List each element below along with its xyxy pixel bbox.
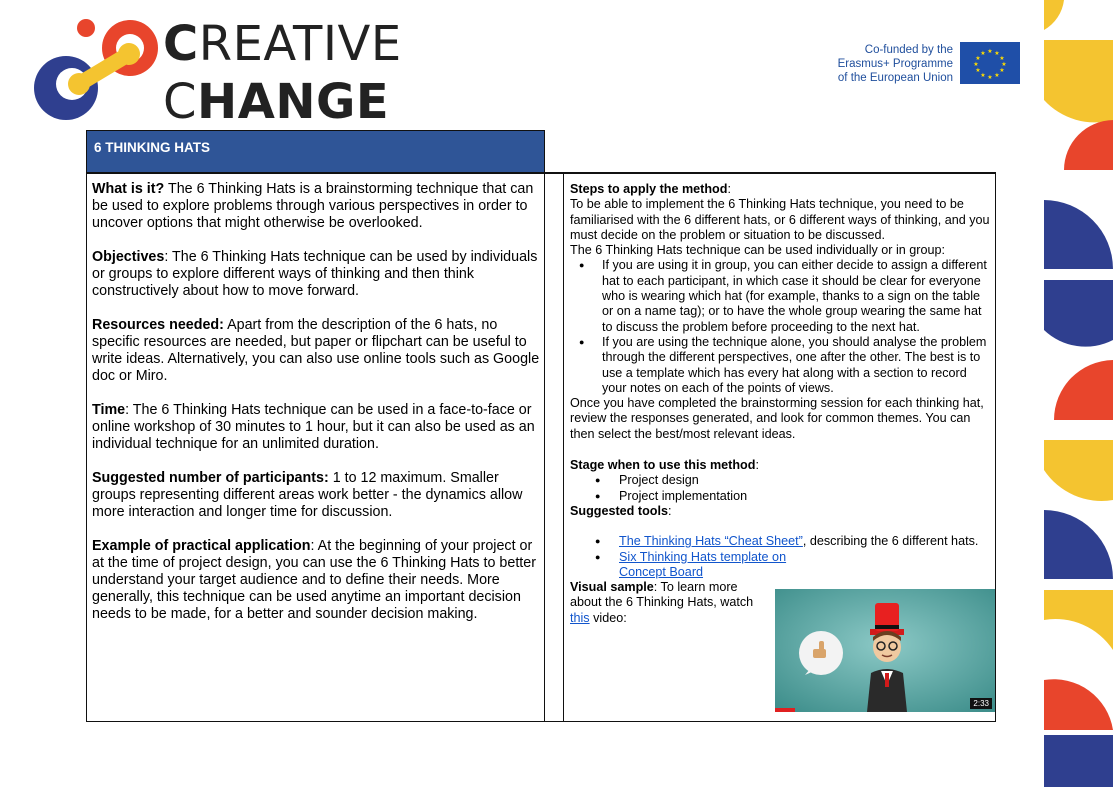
svg-text:★: ★ [994,72,1000,79]
list-item: ● Project implementation [570,489,990,504]
logo-text-creative: CREATIVE [163,16,402,72]
right-column [570,182,990,626]
svg-text:★: ★ [975,55,981,62]
steps-outro: Once you have completed the brainstorming session for each thinking hat, review the responses generated, and look for common themes. You can then select the best/most relevant ideas. [570,396,984,441]
section-title: 6 THINKING HATS [94,140,211,155]
resources-paragraph: Resources needed: Apart from the description of the 6 hats, no specific resources are needed, but paper or flipchart can be useful to write ideas. Alternatively, you can also use online tools such as Google doc or Miro. [92,317,540,384]
tools-heading: Suggested tools: [570,503,672,518]
svg-text:★: ★ [987,74,993,81]
stage-heading: Stage when to use this method: [570,458,759,473]
participants-paragraph: Suggested number of participants: 1 to 12 maximum. Smaller groups representing different areas work better - the dynamics allow more interaction and longer time for discussion. [92,470,523,520]
video-thumbnail[interactable] [775,589,995,712]
steps-list [570,258,990,396]
what-is-it-paragraph: What is it? The 6 Thinking Hats is a brainstorming technique that can be used to explore problems through various perspectives in order to uncover options that might otherwise be overlooked. [92,181,534,231]
section-title-bar [86,130,545,173]
list-item [570,550,990,581]
svg-text:★: ★ [999,55,1005,62]
stage-list [570,473,990,504]
steps-intro-2: The 6 Thinking Hats technique can be used individually or in group: [570,243,946,258]
visual-sample-paragraph: Visual sample: To learn more about the 6 Thinking Hats, watch this video: [570,580,754,625]
time-paragraph: Time: The 6 Thinking Hats technique can be used in a face-to-face or online workshop of 30 minutes to 1 hour, but it can also be used as an individual technique for an unlimited duration. [92,402,535,452]
title-row-spacer [545,130,996,173]
left-column [92,181,542,640]
svg-text:★: ★ [994,50,1000,57]
list-item: ● If you are using the technique alone, you should analyse the problem through the different perspectives, one after the other. The best is to use a template which has every hat along with a section to record your notes on each of the points of views. [570,335,990,396]
list-item: ● Project design [570,473,990,488]
svg-text:★: ★ [980,50,986,57]
svg-text:★: ★ [973,61,979,68]
svg-text:★: ★ [975,67,981,74]
svg-text:★: ★ [987,48,993,55]
svg-text:★: ★ [999,67,1005,74]
eu-cofunded-text: Co-funded by the Erasmus+ Programme of the European Union [837,44,953,84]
logo-text-change: CHANGE [163,74,390,130]
video-link[interactable]: this [570,610,590,625]
video-duration: 2:33 [970,698,992,709]
svg-text:★: ★ [980,72,986,79]
list-item: ● If you are using it in group, you can either decide to assign a different hat to each participant, in which case it should be clear for everyone who is wearing which hat (for example, thanks to a sign on the table or on a name tag); or to have the whole group wearing the same hat to discuss the problem before proceeding to the next hat. [570,258,990,334]
creative-change-logo-icon [30,14,160,124]
column-divider [544,173,564,722]
steps-heading: Steps to apply the method: [570,182,731,196]
tools-list [570,534,990,580]
steps-intro: To be able to implement the 6 Thinking Hats technique, you need to be familiarised with the 6 different hats, or 6 different ways of thinking, and you must decide on the problem or situation to be discussed. [570,197,990,242]
concept-board-template-link[interactable]: Six Thinking Hats template on Concept Board [619,549,787,579]
svg-text:★: ★ [1001,61,1007,68]
objectives-paragraph: Objectives: The 6 Thinking Hats technique can be used by individuals or groups to explore different ways of thinking and then think constructively about how to move forward. [92,249,538,299]
cheat-sheet-link[interactable]: The Thinking Hats “Cheat Sheet” [619,534,803,549]
decorative-side-pattern [1044,0,1113,787]
eu-flag-icon [960,42,1020,84]
example-paragraph: Example of practical application: At the beginning of your project or at the time of project design, you can use the 6 Thinking Hats to better understand your target audience and to define their needs. More generally, this technique can be used anytime an important decision needs to be made, for a better and sounder decision making. [92,538,536,622]
list-item: ● The Thinking Hats “Cheat Sheet”, describing the 6 different hats. [570,534,990,549]
video-thumbnail-illustration [775,589,995,712]
